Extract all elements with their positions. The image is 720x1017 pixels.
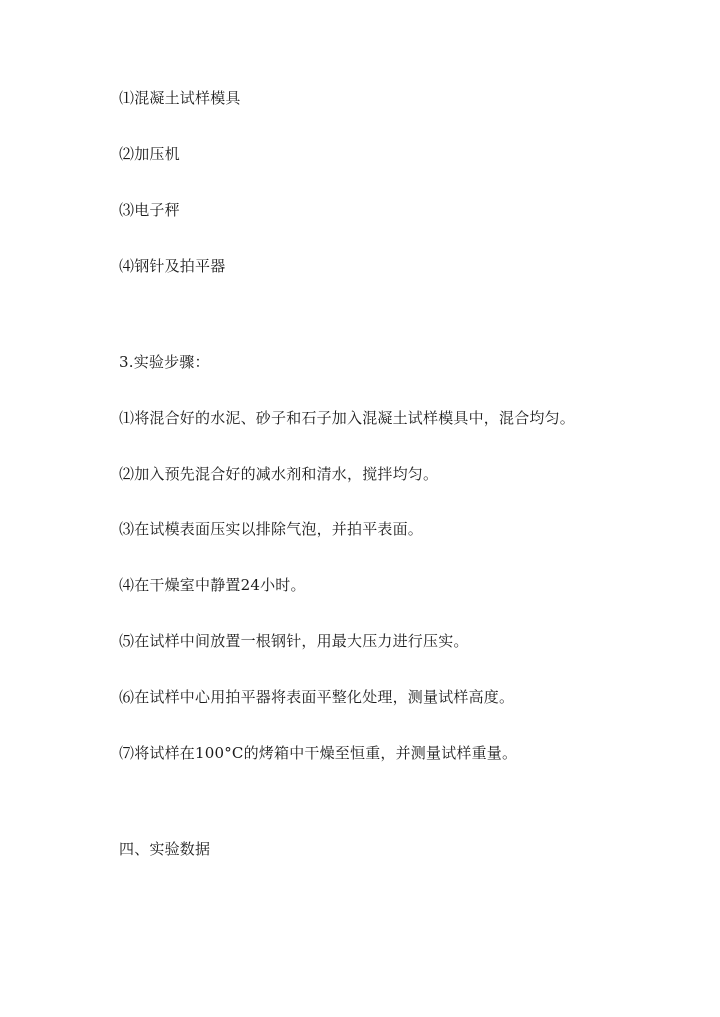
equipment-item-1: ⑴混凝土试样模具 (119, 89, 241, 107)
step-item-6: ⑹在试样中心用拍平器将表面平整化处理，测量试样高度。 (119, 688, 515, 706)
equipment-item-4: ⑷钢针及拍平器 (119, 257, 226, 275)
step-item-5: ⑸在试样中间放置一根钢针，用最大压力进行压实。 (119, 632, 469, 650)
step-item-2: ⑵加入预先混合好的减水剂和清水，搅拌均匀。 (119, 465, 439, 483)
step-item-3: ⑶在试模表面压实以排除气泡，并拍平表面。 (119, 520, 424, 538)
section-heading: 四、实验数据 (119, 840, 211, 858)
steps-heading: 3.实验步骤： (119, 353, 210, 371)
step-item-1: ⑴将混合好的水泥、砂子和石子加入混凝土试样模具中，混合均匀。 (119, 409, 576, 427)
step-item-7: ⑺将试样在100°C的烤箱中干燥至恒重，并测量试样重量。 (119, 744, 518, 762)
step-item-4: ⑷在干燥室中静置24小时。 (119, 576, 306, 594)
equipment-item-2: ⑵加压机 (119, 145, 180, 163)
equipment-item-3: ⑶电子秤 (119, 201, 180, 219)
